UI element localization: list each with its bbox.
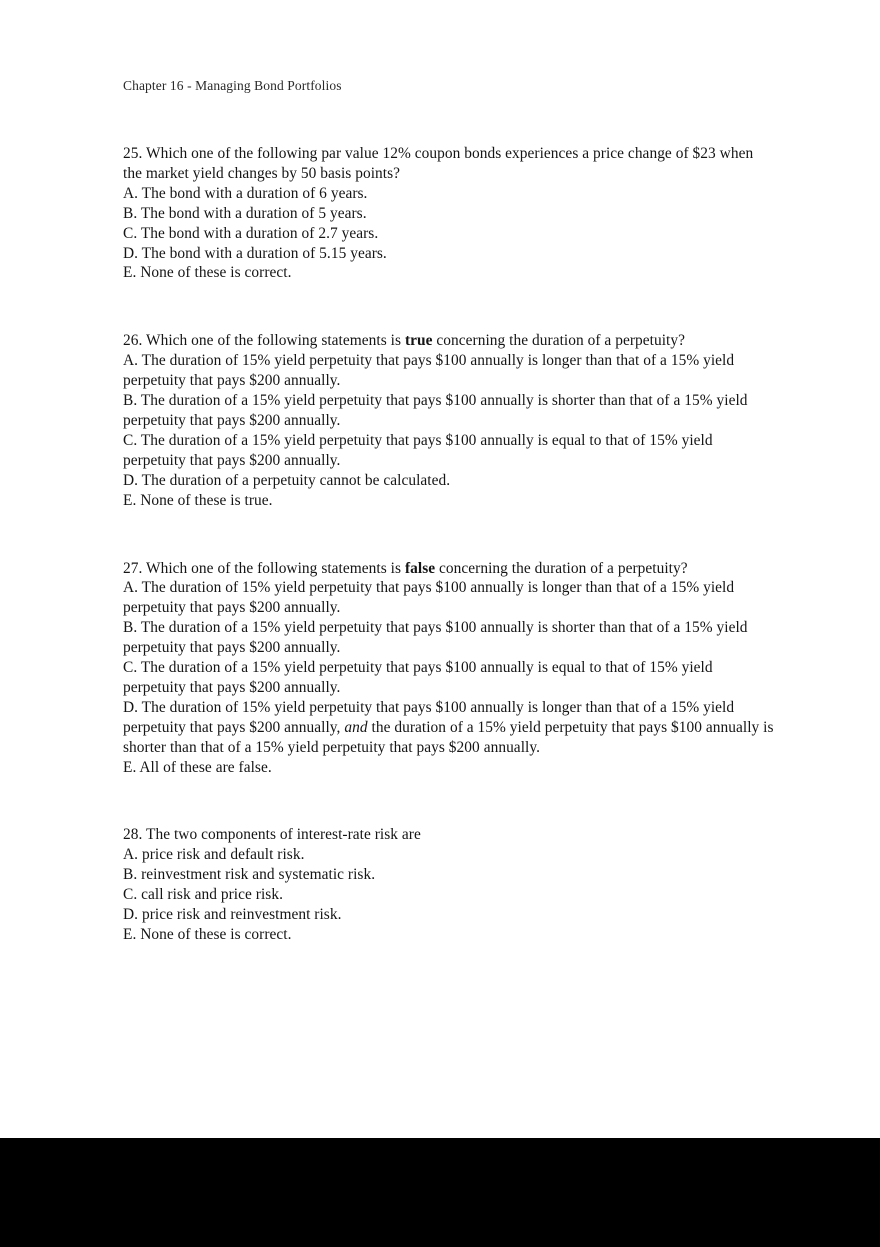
question-26-choice-b: B. The duration of a 15% yield perpetuity that pays $100 annually is shorter than that of a 15% yield perpetuity that pays $200 annually. <box>123 392 748 429</box>
question-27-stem-pre: 27. Which one of the following statements is <box>123 559 405 577</box>
question-26-stem <box>123 331 775 351</box>
question-25-choice-e: E. None of these is correct. <box>123 264 292 282</box>
question-27-stem <box>123 559 775 579</box>
question-25-stem: 25. Which one of the following par value 12% coupon bonds experiences a price change of $23 when the market yield changes by 50 basis points? <box>123 145 754 182</box>
question-spacer <box>123 511 775 559</box>
question-27-stem-emphasis: false <box>404 559 436 577</box>
question-27-choice-d-pre: D. The duration of 15% yield perpetuity that pays $100 annually is longer than that of a 15% yield perpetuity that pays $200 annually, <box>123 698 735 736</box>
question-26-choice-c: C. The duration of a 15% yield perpetuity that pays $100 annually is equal to that of 15% yield perpetuity that pays $200 annually. <box>123 431 713 469</box>
question-27-choice-d-emphasis: and <box>344 718 368 736</box>
question-spacer <box>123 283 775 331</box>
question-25-choice-c: C. The bond with a duration of 2.7 years. <box>123 224 379 242</box>
question-27-choice-c: C. The duration of a 15% yield perpetuity that pays $100 annually is equal to that of 15% yield perpetuity that pays $200 annually. <box>123 659 713 696</box>
question-28-choice-d: D. price risk and reinvestment risk. <box>123 906 342 924</box>
question-27-choice-d <box>123 698 775 758</box>
question-27-stem-post: concerning the duration of a perpetuity? <box>435 559 688 577</box>
page-header: Chapter 16 - Managing Bond Portfolios <box>123 78 342 93</box>
question-28-choice-e: E. None of these is correct. <box>123 926 292 943</box>
question-28-stem: 28. The two components of interest-rate risk are <box>123 826 421 844</box>
question-28-choice-b: B. reinvestment risk and systematic risk. <box>123 866 376 884</box>
question-26-stem-emphasis: true <box>404 332 433 350</box>
question-26-choice-e: E. None of these is true. <box>123 491 273 509</box>
question-25 <box>123 144 775 283</box>
question-27-choice-d-post: the duration of a 15% yield perpetuity that pays $100 annually is shorter than that of a 15% yield perpetuity that pays $200 annually. <box>123 718 774 756</box>
document-body <box>123 144 775 945</box>
question-26-choice-d: D. The duration of a perpetuity cannot be calculated. <box>123 471 451 489</box>
question-26-stem-post: concerning the duration of a perpetuity? <box>432 332 685 350</box>
question-25-choice-b: B. The bond with a duration of 5 years. <box>123 204 367 222</box>
question-28 <box>123 825 775 944</box>
question-27-choice-a: A. The duration of 15% yield perpetuity that pays $100 annually is longer than that of a 15% yield perpetuity that pays $200 annually. <box>123 579 735 617</box>
bottom-black-bar <box>0 1138 880 1247</box>
question-28-choice-a: A. price risk and default risk. <box>123 846 305 864</box>
question-25-choice-d: D. The bond with a duration of 5.15 years. <box>123 244 387 262</box>
question-28-choice-c: C. call risk and price risk. <box>123 886 283 904</box>
question-26-choice-a: A. The duration of 15% yield perpetuity that pays $100 annually is longer than that of a 15% yield perpetuity that pays $200 annually. <box>123 352 735 390</box>
question-26-stem-pre: 26. Which one of the following statements is <box>123 332 405 350</box>
question-27 <box>123 559 775 778</box>
question-26 <box>123 331 775 510</box>
question-27-choice-e: E. All of these are false. <box>123 758 272 776</box>
question-spacer <box>123 777 775 825</box>
question-25-choice-a: A. The bond with a duration of 6 years. <box>123 184 368 202</box>
question-27-choice-b: B. The duration of a 15% yield perpetuity that pays $100 annually is shorter than that of a 15% yield perpetuity that pays $200 annually. <box>123 619 748 657</box>
